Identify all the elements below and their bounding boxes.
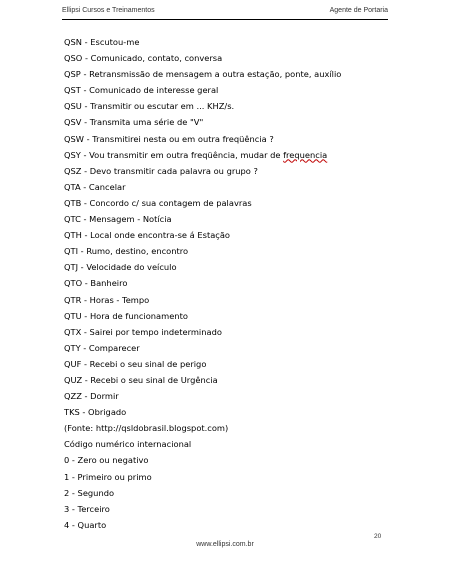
text-line [64,131,394,147]
code-entry: QTI - Rumo, destino, encontro [64,246,189,257]
text-line [64,82,394,98]
header-company: Ellipsi Cursos e Treinamentos [62,7,155,14]
code-entry: QZZ - Dormir [64,391,119,402]
code-entry: QTJ - Velocidade do veículo [64,262,177,273]
section-heading: Código numérico internacional [64,439,192,450]
header-course: Agente de Portaria [329,7,388,14]
number-code-entry: 3 - Terceiro [64,503,110,514]
code-entry: QTB - Concordo c/ sua contagem de palavras [64,197,252,208]
code-entry: QTR - Horas - Tempo [64,294,150,305]
source-citation: (Fonte: http://qsldobrasil.blogspot.com) [64,423,229,434]
code-entry: QTU - Hora de funcionamento [64,310,188,321]
page-number: 20 [374,533,382,540]
document-body [64,34,394,533]
page-footer: www.ellipsi.com.br [196,541,254,548]
code-entry: QSN - Escutou-me [64,37,140,47]
text-line [64,404,394,420]
text-line [64,356,394,372]
misspelled-word: frequencia [283,149,328,160]
number-code-entry: 4 - Quarto [64,519,107,530]
text-line [64,388,394,404]
text-line [64,50,394,66]
text-line [64,227,394,243]
code-entry: QSZ - Devo transmitir cada palavra ou grupo ? [64,165,258,176]
code-entry: QTC - Mensagem - Notícia [64,214,172,225]
text-line [64,147,394,163]
text-line [64,469,394,485]
code-entry: QSO - Comunicado, contato, conversa [64,53,223,64]
code-entry: QTX - Sairei por tempo indeterminado [64,326,222,337]
text-line [64,259,394,275]
text-line [64,501,394,517]
text-line [64,452,394,468]
number-code-entry: 0 - Zero ou negativo [64,455,149,466]
code-entry: QST - Comunicado de interesse geral [64,85,219,96]
code-entry: QTY - Comparecer [64,342,140,353]
text-line [64,243,394,259]
text-line [64,114,394,130]
code-entry: QSP - Retransmissão de mensagem a outra estação, ponte, auxílio [64,69,342,80]
number-code-entry: 1 - Primeiro ou primo [64,471,152,482]
text-line [64,292,394,308]
text-line [64,436,394,452]
text-line [64,324,394,340]
code-entry: QUF - Recebi o seu sinal de perigo [64,358,207,369]
code-entry: QTA - Cancelar [64,181,126,192]
text-line [64,66,394,82]
code-entry: QUZ - Recebi o seu sinal de Urgência [64,374,218,385]
text-line [64,163,394,179]
code-entry: QTH - Local onde encontra-se á Estação [64,230,231,241]
text-line [64,195,394,211]
text-line [64,420,394,436]
code-entry: QTO - Banheiro [64,278,128,289]
code-entry: QSV - Transmita uma série de "V" [64,117,204,128]
code-entry: QSY - Vou transmitir em outra freqüência, mudar de [64,149,281,160]
code-entry: QSU - Transmitir ou escutar em ... KHZ/s. [64,101,235,112]
text-line [64,308,394,324]
code-entry: TKS - Obrigado [64,407,127,418]
text-line [64,372,394,388]
text-line [64,179,394,195]
text-line [64,34,394,50]
code-entry: QSW - Transmitirei nesta ou em outra freqüência ? [64,133,274,144]
number-code-entry: 2 - Segundo [64,487,115,498]
text-line [64,340,394,356]
text-line [64,485,394,501]
page-header [62,7,388,20]
text-line [64,211,394,227]
text-line [64,275,394,291]
text-line [64,517,394,533]
text-line [64,98,394,114]
